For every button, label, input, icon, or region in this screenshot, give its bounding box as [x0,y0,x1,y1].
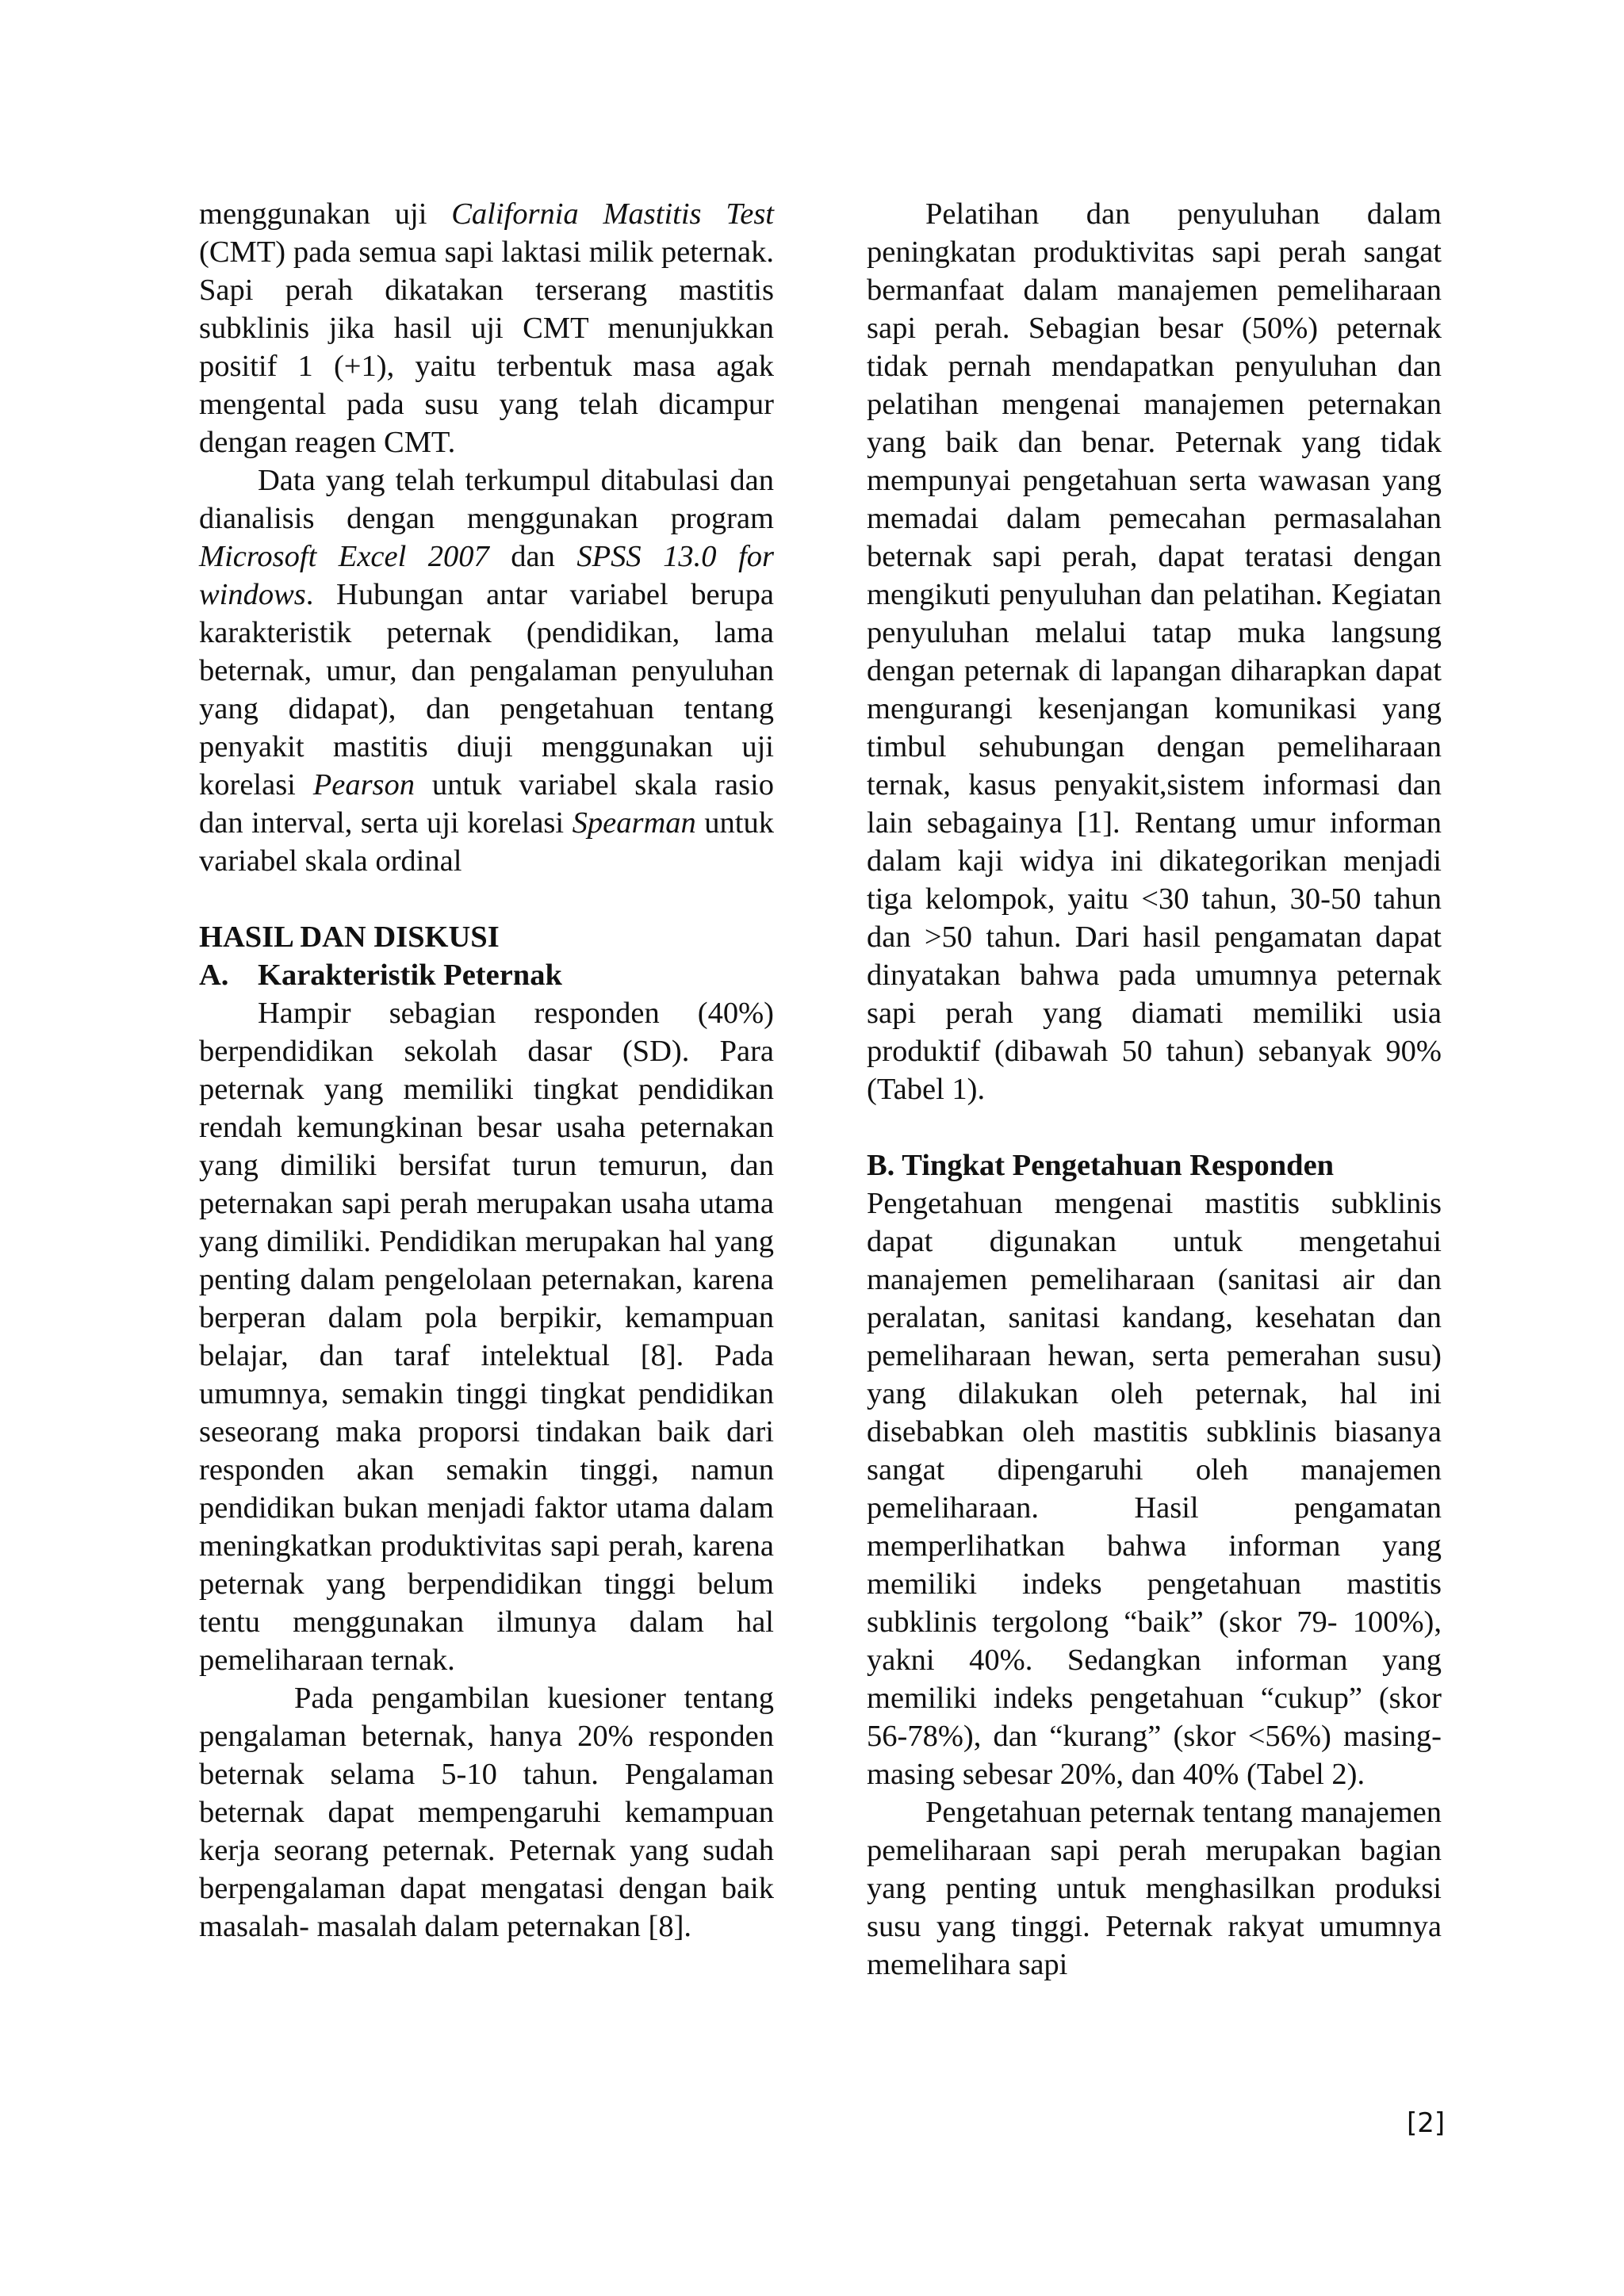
paragraph-education: Hampir sebagian responden (40%) berpendidikan sekolah dasar (SD). Para peternak yang memiliki tingkat pendidikan rendah kemungkinan besar usaha peternakan yang dimiliki bersifat turun temurun, dan peternakan sapi perah merupakan usaha utama yang dimiliki. Pendidikan merupakan hal yang penting dalam pengelolaan peternakan, karena berperan dalam pola berpikir, kemampuan belajar, dan taraf intelektual [8]. Pada umumnya, semakin tinggi tingkat pendidikan seseorang maka proporsi tindakan baik dari responden akan semakin tinggi, namun pendidikan bukan menjadi faktor utama dalam meningkatkan produktivitas sapi perah, karena peternak yang berpendidikan tinggi belum tentu menggunakan ilmunya dalam hal pemeliharaan ternak. [199,997,774,1677]
paragraph-knowledge: Pengetahuan mengenai mastitis subklinis dapat digunakan untuk mengetahui manajemen pemeliharaan (sanitasi air dan peralatan, sanitasi kandang, kesehatan dan pemeliharaan hewan, serta pemerahan susu) yang dilakukan oleh peternak, hal ini disebabkan oleh mastitis subklinis biasanya sangat dipengaruhi oleh manajemen pemeliharaan. Hasil pengamatan memperlihatkan bahwa informan yang memiliki indeks pengetahuan mastitis subklinis tergolong “baik” (skor 79- 100%), yakni 40%. Sedangkan informan yang memiliki indeks pengetahuan “cukup” (skor 56-78%), dan “kurang” (skor <56%) masing-masing sebesar 20%, dan 40% (Tabel 2). [867,1187,1442,1791]
paragraph-data-analysis: Data yang telah terkumpul ditabulasi dan dianalisis dengan menggunakan program Microsoft Excel 2007 dan SPSS 13.0 for windows. Hubungan antar variabel berupa karakteristik peternak (pendidikan, lama beternak, umur, dan pengalaman penyuluhan yang didapat), dan pengetahuan tentang penyakit mastitis diuji menggunakan uji korelasi Pearson untuk variabel skala rasio dan interval, serta uji korelasi Spearman untuk variabel skala ordinal [199,464,775,878]
left-column [199,195,774,1946]
paragraph-cmt-method: menggunakan uji California Mastitis Test (CMT) pada semua sapi laktasi milik peternak. Sapi perah dikatakan terserang mastitis subklinis jika hasil uji CMT menunjukkan positif 1 (+1), yaitu terbentuk masa agak mengental pada susu yang telah dicampur dengan reagen CMT. [199,197,774,459]
italic-term: Microsoft Excel 2007 [199,540,489,573]
right-column [867,195,1442,1984]
subsection-title: Karakteristik Peternak [258,959,562,992]
italic-term: Pearson [312,768,416,802]
paragraph-training: Pelatihan dan penyuluhan dalam peningkatan produktivitas sapi perah sangat bermanfaat dalam manajemen pemeliharaan sapi perah. Sebagian besar (50%) peternak tidak pernah mendapatkan penyuluhan dan pelatihan mengenai manajemen peternakan yang baik dan benar. Peternak yang tidak mempunyai pengetahuan serta wawasan yang memadai dalam pemecahan permasalahan beternak sapi perah, dapat teratasi dengan mengikuti penyuluhan dan pelatihan. Kegiatan penyuluhan melalui tatap muka langsung dengan peternak di lapangan diharapkan dapat mengurangi kesenjangan komunikasi yang timbul sehubungan dengan pemeliharaan ternak, kasus penyakit,sistem informasi dan lain sebagainya [1]. Rentang umur informan dalam kaji widya ini dikategorikan menjadi tiga kelompok, yaitu <30 tahun, 30-50 tahun dan >50 tahun. Dari hasil pengamatan dapat dinyatakan bahwa pada umumnya peternak sapi perah yang diamati memiliki usia produktif (dibawah 50 tahun) sebanyak 90% (Tabel 1). [867,197,1442,1106]
section-heading: HASIL DAN DISKUSI [199,920,500,954]
subsection-heading-a [199,956,774,994]
italic-term: California Mastitis Test [451,197,774,231]
italic-term: Spearman [572,806,696,840]
paragraph-management: Pengetahuan peternak tentang manajemen pemeliharaan sapi perah merupakan bagian yang penting untuk menghasilkan produksi susu yang tinggi. Peternak rakyat umumnya memelihara sapi [867,1796,1442,1981]
subsection-heading-b: B. Tingkat Pengetahuan Responden [867,1149,1335,1182]
subsection-letter: A. [199,959,229,992]
paragraph-experience: Pada pengambilan kuesioner tentang pengalaman beternak, hanya 20% responden beternak selama 5-10 tahun. Pengalaman beternak dapat mempengaruhi kemampuan kerja seorang peternak. Peternak yang sudah berpengalaman dapat mengatasi dengan baik masalah- masalah dalam peternakan [8]. [199,1682,774,1943]
italic-term: SPSS 13.0 for windows [199,540,774,611]
page-number: [2] [1407,2107,1446,2139]
